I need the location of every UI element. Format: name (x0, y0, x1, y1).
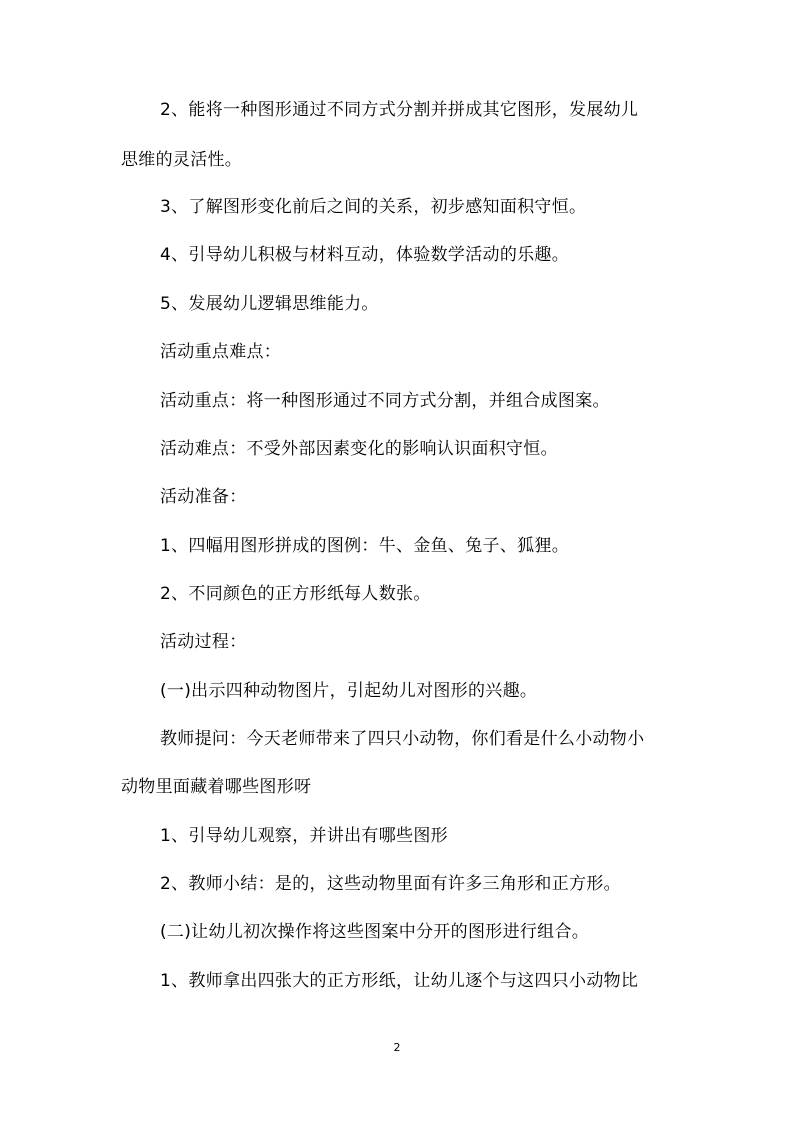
section-heading-key-points: 活动重点难点： (160, 342, 282, 362)
text-line-step-1-item-1: 1、引导幼儿观察，并讲出有哪些图形 (160, 826, 448, 846)
text-line-objective-4: 4、引导幼儿积极与材料互动，体验数学活动的乐趣。 (160, 245, 570, 265)
page-number: 2 (393, 1041, 401, 1054)
text-line-step-1: (一)出示四种动物图片，引起幼儿对图形的兴趣。 (160, 681, 538, 701)
text-line-preparation-1: 1、四幅用图形拼成的图例：牛、金鱼、兔子、狐狸。 (160, 536, 570, 556)
text-line-teacher-question: 教师提问：今天老师带来了四只小动物，你们看是什么小动物小 (160, 729, 645, 749)
text-line-key-point: 活动重点：将一种图形通过不同方式分割，并组合成图案。 (160, 391, 610, 411)
text-line-difficulty: 活动难点：不受外部因素变化的影响认识面积守恒。 (160, 439, 558, 459)
text-line-step-2: (二)让幼儿初次操作将这些图案中分开的图形进行组合。 (160, 922, 590, 942)
text-line-objective-2: 2、能将一种图形通过不同方式分割并拼成其它图形，发展幼儿 (160, 100, 639, 120)
text-line-objective-2-cont: 思维的灵活性。 (121, 150, 243, 170)
text-line-step-1-item-2: 2、教师小结：是的，这些动物里面有许多三角形和正方形。 (160, 874, 621, 894)
section-heading-preparation: 活动准备： (160, 487, 247, 507)
text-line-objective-5: 5、发展幼儿逻辑思维能力。 (160, 294, 379, 314)
text-line-objective-3: 3、了解图形变化前后之间的关系，初步感知面积守恒。 (160, 197, 587, 217)
text-line-preparation-2: 2、不同颜色的正方形纸每人数张。 (160, 584, 431, 604)
text-line-step-2-item-1: 1、教师拿出四张大的正方形纸，让幼儿逐个与这四只小动物比 (160, 971, 639, 991)
section-heading-process: 活动过程： (160, 632, 247, 652)
text-line-teacher-question-cont: 动物里面藏着哪些图形呀 (121, 777, 312, 797)
